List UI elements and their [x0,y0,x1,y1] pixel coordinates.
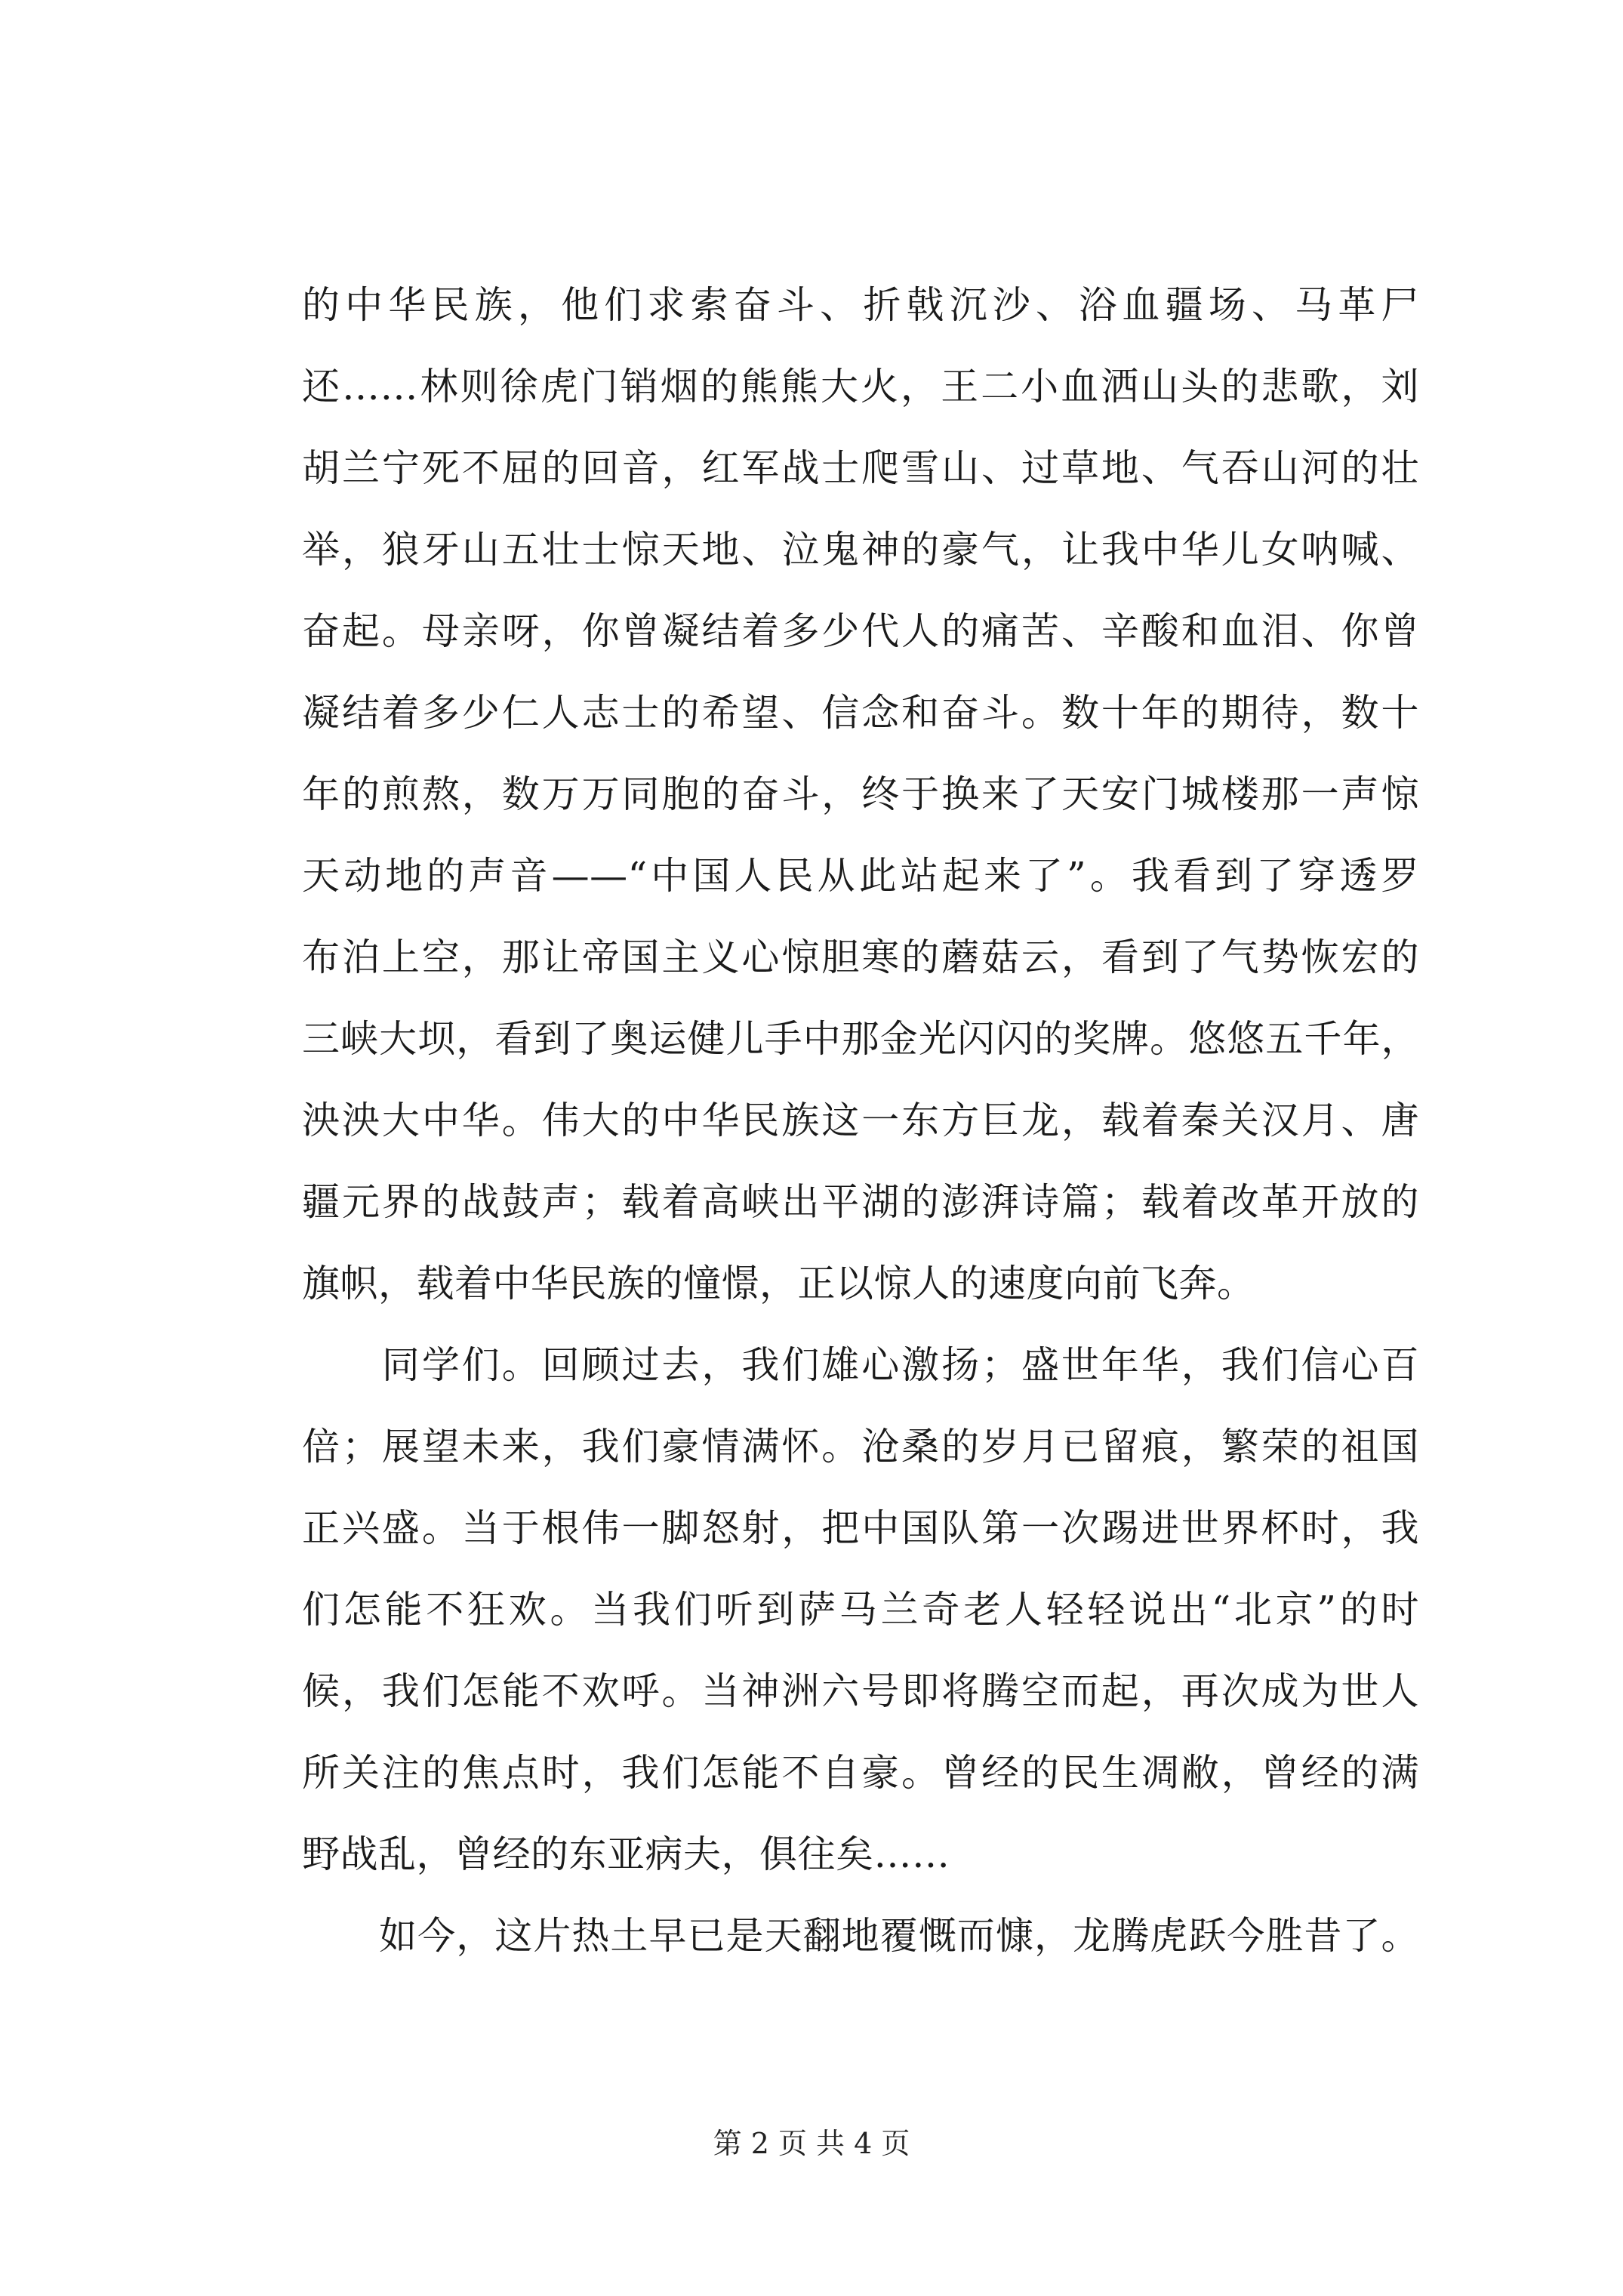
text-line: 天动地的声音——“中国人民从此站起来了”。我看到了穿透罗 [302,854,1419,898]
text-line: 胡兰宁死不屈的回音，红军战士爬雪山、过草地、气吞山河的壮 [302,446,1419,490]
text-line: 野战乱，曾经的东亚病夫，俱往矣…… [302,1832,950,1876]
text-line: 同学们。回顾过去，我们雄心激扬；盛世年华，我们信心百 [302,1343,1419,1387]
text-line: 年的煎熬，数万万同胞的奋斗，终于换来了天安门城楼那一声惊 [302,772,1419,816]
text-line: 如今，这片热土早已是天翻地覆慨而慷，龙腾虎跃今胜昔了。 [302,1914,1419,1958]
text-line: 倍；展望未来，我们豪情满怀。沧桑的岁月已留痕，繁荣的祖国 [302,1425,1419,1469]
text-line: 所关注的焦点时，我们怎能不自豪。曾经的民生凋敝，曾经的满 [302,1751,1419,1795]
text-line: 旗帜，载着中华民族的憧憬，正以惊人的速度向前飞奔。 [302,1262,1255,1305]
text-line: 候，我们怎能不欢呼。当神洲六号即将腾空而起，再次成为世人 [302,1669,1419,1713]
text-line: 正兴盛。当于根伟一脚怒射，把中国队第一次踢进世界杯时，我 [302,1506,1419,1550]
text-line: 泱泱大中华。伟大的中华民族这一东方巨龙，载着秦关汉月、唐 [302,1099,1419,1142]
text-line: 们怎能不狂欢。当我们听到萨马兰奇老人轻轻说出“北京”的时 [302,1588,1419,1632]
text-line: 三峡大坝，看到了奥运健儿手中那金光闪闪的奖牌。悠悠五千年， [302,1017,1419,1061]
text-line: 凝结着多少仁人志士的希望、信念和奋斗。数十年的期待，数十 [302,691,1419,735]
text-line: 举，狼牙山五壮士惊天地、泣鬼神的豪气，让我中华儿女呐喊、 [302,528,1419,572]
text-line: 疆元界的战鼓声；载着高峡出平湖的澎湃诗篇；载着改革开放的 [302,1180,1419,1224]
body-text [302,264,1419,1977]
text-line: 奋起。母亲呀，你曾凝结着多少代人的痛苦、辛酸和血泪、你曾 [302,609,1419,653]
text-line: 的中华民族，他们求索奋斗、折戟沉沙、浴血疆场、马革尸 [302,283,1419,327]
text-line: 布泊上空，那让帝国主义心惊胆寒的蘑菇云，看到了气势恢宏的 [302,935,1419,979]
page-number-footer: 第 2 页 共 4 页 [713,2127,910,2160]
text-line: 还……林则徐虎门销烟的熊熊大火，王二小血洒山头的悲歌，刘 [302,365,1419,408]
